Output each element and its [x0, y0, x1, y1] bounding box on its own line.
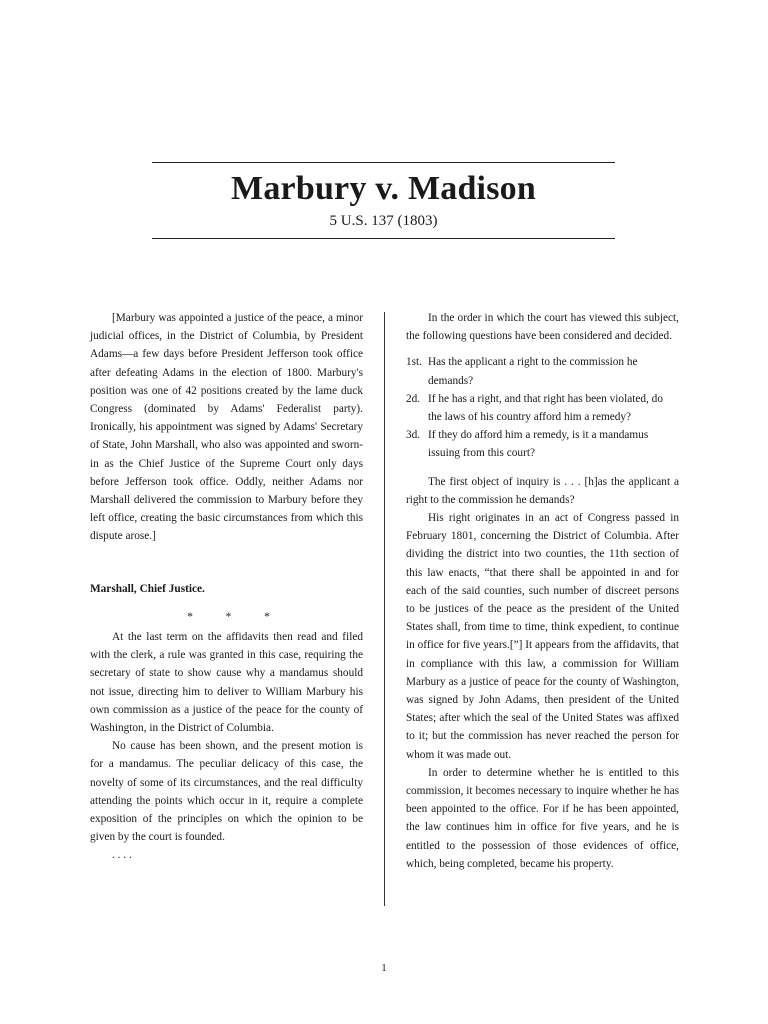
body-paragraph: The first object of inquiry is . . . [h]as the applicant a right to the commission he demands?	[406, 475, 679, 506]
question-list	[406, 353, 679, 462]
question-text: If they do afford him a remedy, is it a mandamus issuing from this court?	[428, 429, 649, 460]
intro-paragraph: [Marbury was appointed a justice of the peace, a minor judicial offices, in the District of Columbia, by President Adams—a few days before President Jefferson took office after defeating Adams in the election of 1800. Marbury's position was one of 42 positions created by the lame duck Congress (dominated by Adams' Federalist party). Ironically, his appointment was signed by Adams' Secretary of State, John Marshall, who also was appointed and sworn-in as the Chief Justice of the Supreme Court only days before Jefferson took office. Oddly, neither Adams nor Marshall delivered the commission to Marbury before they left office, creating the basic circumstances from which this dispute arose.]	[90, 312, 363, 543]
section-break-stars: * * *	[187, 610, 270, 623]
list-item	[406, 353, 679, 389]
body-paragraph: No cause has been shown, and the present motion is for a mandamus. The peculiar delicacy of this case, the novelty of some of its circumstances, and the real difficulty attending the points which occur in it, require a complete exposition of the principles on which the opinion to be given by the court is founded.	[90, 740, 363, 844]
question-text: Has the applicant a right to the commission he demands?	[428, 356, 638, 387]
list-item	[406, 426, 679, 462]
question-text: If he has a right, and that right has been violated, do the laws of his country afford him a remedy?	[428, 392, 663, 424]
body-paragraph: His right originates in an act of Congress passed in February 1801, concerning the District of Columbia. After dividing the district into two counties, the 11th section of this law enacts, “that there shall be appointed in and for each of the said counties, such number of discreet persons to be justices of the peace as the president of the United States shall, from time to time, think expedient, to continue in office for five years.[”] It appears from the affidavits, that in compliance with this law, a commission for William Marbury as a justice of peace for the county of Washington, was signed by John Adams, then president of the United States; after which the seal of the United States was affixed to it; but the commission has never reached the person for whom it was made out.	[406, 512, 679, 761]
list-item	[406, 390, 679, 426]
page-title: Marbury v. Madison	[231, 170, 536, 207]
right-column	[406, 309, 679, 873]
judge-heading: Marshall, Chief Justice.	[90, 582, 205, 595]
question-number: 1st.	[406, 356, 423, 369]
body-paragraph: At the last term on the affidavits then read and filed with the clerk, a rule was granted in this case, requiring the secretary of state to show cause why a mandamus should not issue, directing him to deliver to William Marbury his own commission as a justice of the peace for the county of Washington, in the District of Columbia.	[90, 631, 363, 735]
body-paragraph: In the order in which the court has viewed this subject, the following questions have been considered and decided.	[406, 312, 679, 343]
title-top-rule	[152, 162, 615, 163]
left-column	[90, 309, 363, 865]
column-divider	[384, 312, 385, 906]
question-number: 2d.	[406, 392, 421, 405]
title-bottom-rule	[152, 238, 615, 239]
body-paragraph: In order to determine whether he is entitled to this commission, it becomes necessary to inquire whether he has been appointed to the office. For if he has been appointed, the law continues him in office for five years, and he is entitled to the possession of those evidences of office, which, being completed, became his property.	[406, 766, 679, 870]
page-number: 1	[381, 962, 387, 974]
case-citation: 5 U.S. 137 (1803)	[329, 213, 438, 229]
ellipsis: . . . .	[112, 849, 132, 862]
question-number: 3d.	[406, 429, 421, 442]
